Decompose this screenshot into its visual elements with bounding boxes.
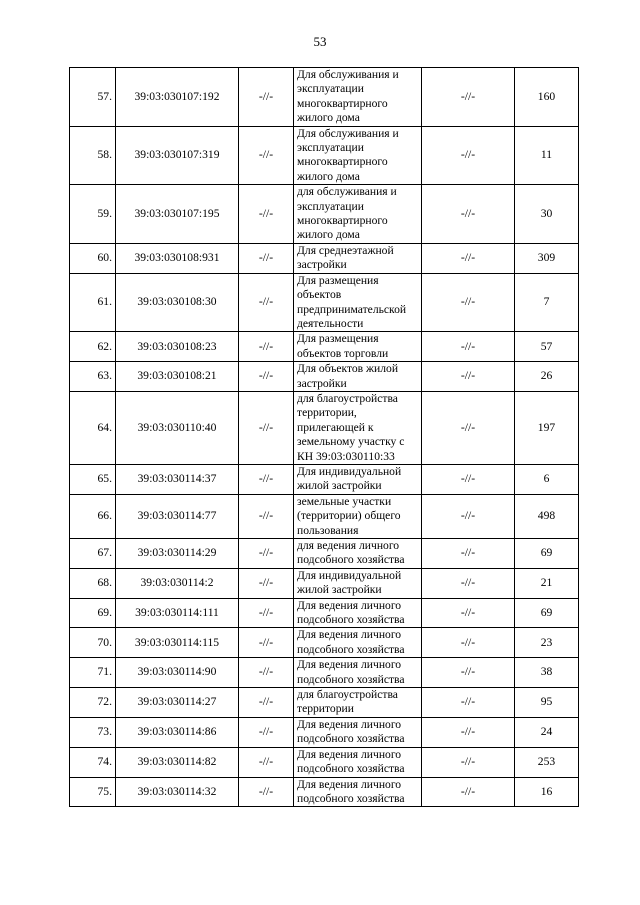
ditto-mark-cell: -//- — [422, 464, 515, 494]
table-row — [70, 391, 579, 464]
row-number-cell: 64. — [70, 391, 116, 464]
row-number-cell: 73. — [70, 717, 116, 747]
table-row — [70, 747, 579, 777]
permitted-use-cell: для благоустройства территории — [294, 688, 422, 718]
row-number-cell: 68. — [70, 568, 116, 598]
row-number-cell: 69. — [70, 598, 116, 628]
ditto-mark-cell: -//- — [239, 185, 294, 244]
row-number-cell: 60. — [70, 243, 116, 273]
ditto-mark-cell: -//- — [239, 717, 294, 747]
ditto-mark-cell: -//- — [422, 332, 515, 362]
table-row — [70, 539, 579, 569]
ditto-mark-cell: -//- — [422, 185, 515, 244]
ditto-mark-cell: -//- — [239, 598, 294, 628]
row-number-cell: 65. — [70, 464, 116, 494]
permitted-use-cell: для благоустройства территории, прилегающей к земельному участку с КН 39:03:030110:33 — [294, 391, 422, 464]
table-row — [70, 185, 579, 244]
permitted-use-cell: Для размещения объектов торговли — [294, 332, 422, 362]
cadastral-number-cell: 39:03:030107:195 — [116, 185, 239, 244]
ditto-mark-cell: -//- — [239, 494, 294, 538]
area-cell: 7 — [515, 273, 579, 332]
ditto-mark-cell: -//- — [239, 539, 294, 569]
cadastral-number-cell: 39:03:030110:40 — [116, 391, 239, 464]
ditto-mark-cell: -//- — [239, 688, 294, 718]
table-row — [70, 464, 579, 494]
row-number-cell: 70. — [70, 628, 116, 658]
row-number-cell: 72. — [70, 688, 116, 718]
permitted-use-cell: Для ведения личного подсобного хозяйства — [294, 747, 422, 777]
ditto-mark-cell: -//- — [239, 568, 294, 598]
ditto-mark-cell: -//- — [422, 539, 515, 569]
cadastral-number-cell: 39:03:030114:90 — [116, 658, 239, 688]
ditto-mark-cell: -//- — [239, 332, 294, 362]
cadastral-number-cell: 39:03:030114:29 — [116, 539, 239, 569]
cadastral-number-cell: 39:03:030108:30 — [116, 273, 239, 332]
area-cell: 30 — [515, 185, 579, 244]
area-cell: 69 — [515, 539, 579, 569]
area-cell: 16 — [515, 777, 579, 807]
row-number-cell: 74. — [70, 747, 116, 777]
cadastral-number-cell: 39:03:030114:37 — [116, 464, 239, 494]
table-row — [70, 243, 579, 273]
ditto-mark-cell: -//- — [422, 126, 515, 185]
table-row — [70, 568, 579, 598]
area-cell: 23 — [515, 628, 579, 658]
area-cell: 6 — [515, 464, 579, 494]
ditto-mark-cell: -//- — [422, 688, 515, 718]
row-number-cell: 57. — [70, 68, 116, 127]
table-row — [70, 717, 579, 747]
row-number-cell: 71. — [70, 658, 116, 688]
permitted-use-cell: Для ведения личного подсобного хозяйства — [294, 777, 422, 807]
permitted-use-cell: для ведения личного подсобного хозяйства — [294, 539, 422, 569]
ditto-mark-cell: -//- — [422, 362, 515, 392]
row-number-cell: 63. — [70, 362, 116, 392]
area-cell: 309 — [515, 243, 579, 273]
ditto-mark-cell: -//- — [239, 68, 294, 127]
table-row — [70, 332, 579, 362]
permitted-use-cell: земельные участки (территории) общего пользования — [294, 494, 422, 538]
ditto-mark-cell: -//- — [239, 391, 294, 464]
area-cell: 498 — [515, 494, 579, 538]
ditto-mark-cell: -//- — [422, 568, 515, 598]
ditto-mark-cell: -//- — [422, 658, 515, 688]
permitted-use-cell: Для размещения объектов предпринимательской деятельности — [294, 273, 422, 332]
area-cell: 11 — [515, 126, 579, 185]
permitted-use-cell: Для ведения личного подсобного хозяйства — [294, 717, 422, 747]
area-cell: 253 — [515, 747, 579, 777]
table-body — [70, 68, 579, 807]
permitted-use-cell: Для объектов жилой застройки — [294, 362, 422, 392]
cadastral-number-cell: 39:03:030108:931 — [116, 243, 239, 273]
table-row — [70, 688, 579, 718]
cadastral-number-cell: 39:03:030108:21 — [116, 362, 239, 392]
permitted-use-cell: для обслуживания и эксплуатации многоквартирного жилого дома — [294, 185, 422, 244]
ditto-mark-cell: -//- — [239, 464, 294, 494]
table-row — [70, 494, 579, 538]
area-cell: 160 — [515, 68, 579, 127]
ditto-mark-cell: -//- — [239, 362, 294, 392]
table-row — [70, 273, 579, 332]
ditto-mark-cell: -//- — [239, 777, 294, 807]
ditto-mark-cell: -//- — [239, 273, 294, 332]
table-row — [70, 362, 579, 392]
permitted-use-cell: Для ведения личного подсобного хозяйства — [294, 658, 422, 688]
table-row — [70, 628, 579, 658]
cadastral-number-cell: 39:03:030114:77 — [116, 494, 239, 538]
permitted-use-cell: Для обслуживания и эксплуатации многоквартирного жилого дома — [294, 68, 422, 127]
table-row — [70, 658, 579, 688]
ditto-mark-cell: -//- — [239, 126, 294, 185]
land-plots-table — [69, 67, 579, 807]
cadastral-number-cell: 39:03:030114:27 — [116, 688, 239, 718]
ditto-mark-cell: -//- — [422, 777, 515, 807]
cadastral-number-cell: 39:03:030114:115 — [116, 628, 239, 658]
cadastral-number-cell: 39:03:030114:2 — [116, 568, 239, 598]
ditto-mark-cell: -//- — [239, 628, 294, 658]
ditto-mark-cell: -//- — [239, 658, 294, 688]
row-number-cell: 75. — [70, 777, 116, 807]
cadastral-number-cell: 39:03:030108:23 — [116, 332, 239, 362]
ditto-mark-cell: -//- — [239, 747, 294, 777]
table-row — [70, 598, 579, 628]
row-number-cell: 66. — [70, 494, 116, 538]
area-cell: 21 — [515, 568, 579, 598]
table-row — [70, 126, 579, 185]
cadastral-number-cell: 39:03:030114:111 — [116, 598, 239, 628]
area-cell: 95 — [515, 688, 579, 718]
ditto-mark-cell: -//- — [422, 273, 515, 332]
ditto-mark-cell: -//- — [422, 598, 515, 628]
area-cell: 38 — [515, 658, 579, 688]
cadastral-number-cell: 39:03:030107:319 — [116, 126, 239, 185]
area-cell: 26 — [515, 362, 579, 392]
row-number-cell: 67. — [70, 539, 116, 569]
page-number: 53 — [313, 34, 327, 49]
ditto-mark-cell: -//- — [239, 243, 294, 273]
ditto-mark-cell: -//- — [422, 68, 515, 127]
area-cell: 197 — [515, 391, 579, 464]
cadastral-number-cell: 39:03:030114:32 — [116, 777, 239, 807]
area-cell: 69 — [515, 598, 579, 628]
ditto-mark-cell: -//- — [422, 243, 515, 273]
row-number-cell: 59. — [70, 185, 116, 244]
table-row — [70, 777, 579, 807]
permitted-use-cell: Для среднеэтажной застройки — [294, 243, 422, 273]
cadastral-number-cell: 39:03:030114:82 — [116, 747, 239, 777]
row-number-cell: 61. — [70, 273, 116, 332]
row-number-cell: 62. — [70, 332, 116, 362]
row-number-cell: 58. — [70, 126, 116, 185]
area-cell: 57 — [515, 332, 579, 362]
permitted-use-cell: Для ведения личного подсобного хозяйства — [294, 598, 422, 628]
permitted-use-cell: Для индивидуальной жилой застройки — [294, 568, 422, 598]
ditto-mark-cell: -//- — [422, 494, 515, 538]
permitted-use-cell: Для индивидуальной жилой застройки — [294, 464, 422, 494]
ditto-mark-cell: -//- — [422, 717, 515, 747]
area-cell: 24 — [515, 717, 579, 747]
cadastral-number-cell: 39:03:030114:86 — [116, 717, 239, 747]
ditto-mark-cell: -//- — [422, 391, 515, 464]
cadastral-number-cell: 39:03:030107:192 — [116, 68, 239, 127]
ditto-mark-cell: -//- — [422, 747, 515, 777]
ditto-mark-cell: -//- — [422, 628, 515, 658]
permitted-use-cell: Для ведения личного подсобного хозяйства — [294, 628, 422, 658]
permitted-use-cell: Для обслуживания и эксплуатации многоквартирного жилого дома — [294, 126, 422, 185]
table-row — [70, 68, 579, 127]
